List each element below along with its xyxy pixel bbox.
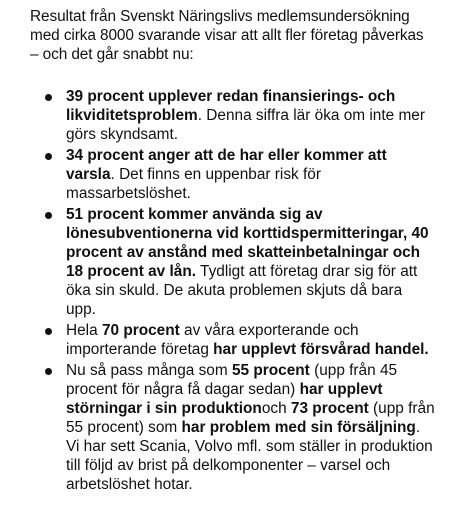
intro-paragraph: Resultat från Svenskt Näringslivs medlemsundersökning med cirka 8000 svarande visar att allt fler företag påverkas – och det går snabbt nu:	[30, 8, 424, 63]
body-text: (upp från 45 procent för några få dagar sedan)	[66, 362, 398, 398]
bold-text: 51 procent kommer använda sig av lönesubventionerna vid korttidspermitteringar, 40 procent av anstånd med skatteinbetalningar och 18 procent av lån.	[66, 206, 429, 280]
body-text: Hela	[66, 322, 102, 339]
bullet-list	[30, 87, 435, 494]
list-item	[30, 361, 435, 494]
bold-text: 70 procent	[101, 322, 180, 339]
bold-text: har upplevt störningar i sin produktion	[66, 381, 383, 417]
bold-text: 34 procent anger att de har eller kommer att varsla	[66, 147, 387, 183]
body-text: . Denna siffra lär öka om inte mer görs skyndsamt.	[66, 107, 425, 143]
body-text: Tydligt att företag drar sig för att öka sin skuld. De akuta problemen skjuts då bara upp.	[66, 263, 418, 318]
body-text: . Det finns en uppenbar risk för massarbetslöshet.	[66, 166, 321, 202]
list-item	[30, 87, 435, 144]
bold-text: 73 procent	[290, 400, 369, 417]
bold-text: har upplevt försvårad handel.	[213, 341, 429, 358]
bold-text: har problem med sin försäljning	[181, 419, 416, 436]
list-item	[30, 321, 435, 359]
list-item	[30, 205, 435, 319]
body-text: Nu så pass många som	[66, 362, 232, 379]
document-body	[30, 7, 435, 496]
body-text: och	[261, 400, 291, 417]
list-item	[30, 146, 435, 203]
body-text: av våra exporterande och importerande företag	[66, 322, 359, 358]
bold-text: 55 procent	[231, 362, 310, 379]
body-text: . Vi har sett Scania, Volvo mfl. som ställer in produktion till följd av brist på delkomponenter – varsel och arbetslöshet hotar.	[66, 419, 433, 493]
bold-text: 39 procent upplever redan finansierings- och likviditetsproblem	[66, 88, 396, 124]
body-text: (upp från 55 procent) som	[66, 400, 435, 436]
